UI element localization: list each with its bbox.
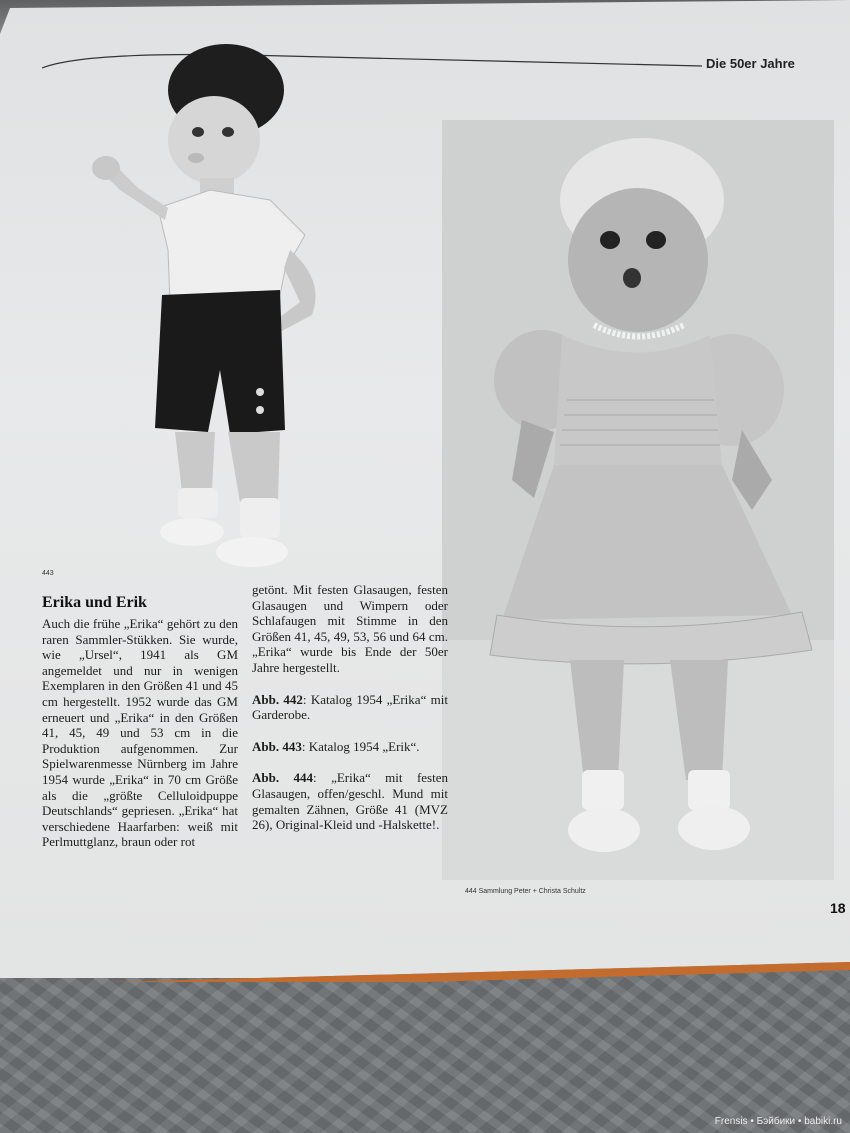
caption-text: : Katalog 1954 „Erik“. xyxy=(301,738,420,754)
photo-doll-erik xyxy=(80,40,400,580)
article-column-1 xyxy=(42,616,238,850)
watermark: Frensis • Бэйбики • babiki.ru xyxy=(714,1116,842,1127)
caption-442 xyxy=(252,692,448,723)
page-number: 18 xyxy=(830,900,846,916)
article-column-2 xyxy=(252,582,448,833)
figure-caption-444: 444 Sammlung Peter + Christa Schultz xyxy=(465,888,586,895)
photo-doll-erika xyxy=(442,120,834,880)
article-heading: Erika und Erik xyxy=(42,594,147,611)
caption-text: : Katalog 1954 „Erika“ mit Garderobe. xyxy=(252,691,448,723)
caption-label: Abb. 444 xyxy=(252,770,314,786)
caption-label: Abb. 443 xyxy=(252,738,302,754)
caption-444 xyxy=(252,770,448,832)
section-title: Die 50er Jahre xyxy=(706,56,795,71)
caption-443 xyxy=(252,739,448,755)
article-text-1: Auch die frühe „Erika“ gehört zu den raren Sammler-Stükken. Sie wurde, wie „Ursel“, 1941 als GM angemeldet und nur in wenigen Exemplaren in den Größen 41 und 45 cm hergestellt. 1952 wurde das GM erneuert und „Erika“ in den Größen 41, 45, 49 und 53 cm in die Produktion aufgenommen. Zur Spielwarenmesse Nürnberg im Jahre 1954 wurde „Erika“ in 70 cm Größe als die „größte Celluloidpuppe Deutschlands“ gepriesen. „Erika“ hat verschiedene Haarfarben: weiß mit Perlmuttglanz, braun oder rot xyxy=(42,616,238,850)
figure-label-443: 443 xyxy=(42,570,54,577)
caption-label: Abb. 442 xyxy=(252,691,303,707)
article-text-2: getönt. Mit festen Glasaugen, festen Glasaugen und Wimpern oder Schlafaugen mit Stimme in den Größen 41, 45, 49, 53, 56 und 64 cm. „Erika“ wurde bis Ende der 50er Jahre hergestellt. xyxy=(252,582,448,675)
caption-text: : „Erika“ mit festen Glasaugen, offen/geschl. Mund mit gemalten Zähnen, Größe 41 (MVZ 26), Original-Kleid und -Halskette!. xyxy=(252,770,448,833)
